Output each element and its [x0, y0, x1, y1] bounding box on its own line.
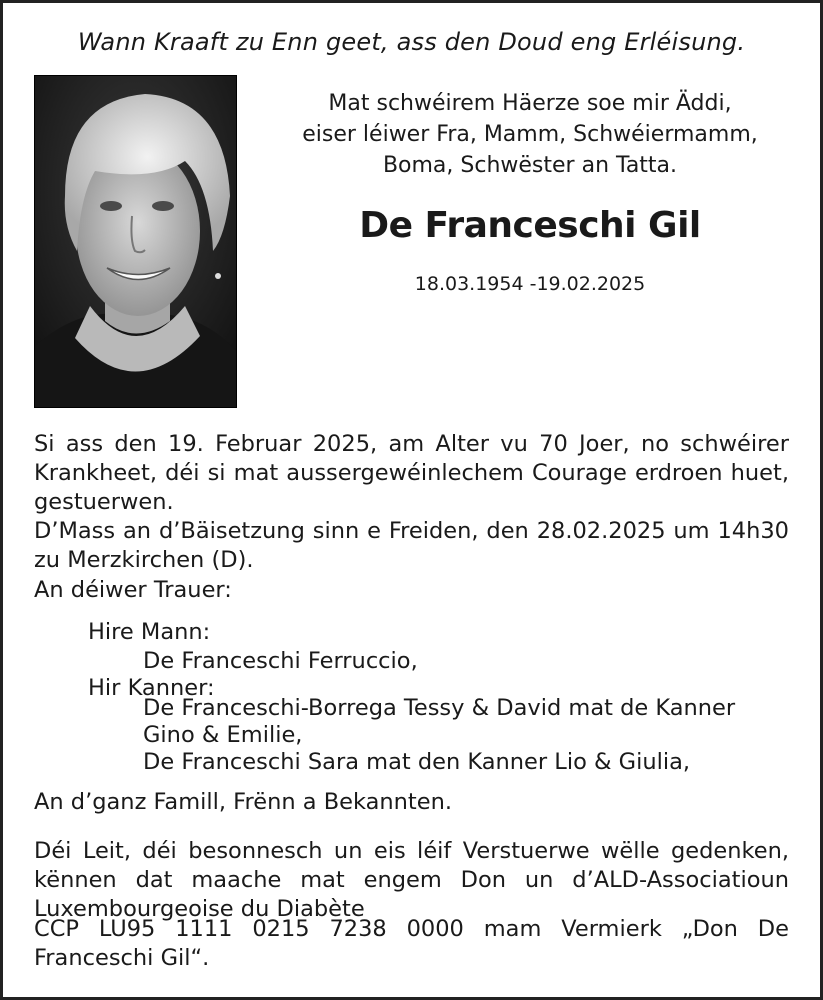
intro-line: Boma, Schwëster an Tatta.	[382, 153, 678, 178]
ccp-word: 0000	[406, 916, 464, 942]
portrait-photo	[34, 75, 237, 408]
ccp-word: mam	[483, 916, 542, 942]
child-family-1: De Franceschi-Borrega Tessy & David mat de Kanner	[143, 695, 736, 721]
ccp-word: „Don	[681, 916, 738, 942]
deceased-name: De Franceschi Gil	[359, 205, 701, 246]
death-announcement: Si ass den 19. Februar 2025, am Alter vu 70 Joer, no schwéirer Krankheet, déi si mat aussergewéinlechem Courage erdroen huet, gestuerwen.	[34, 431, 789, 515]
child-family-2: De Franceschi Sara mat den Kanner Lio & Giulia,	[143, 749, 691, 775]
closing-line: An d’ganz Famill, Frënn a Bekannten.	[34, 789, 452, 815]
ccp-word: 0215	[252, 916, 310, 942]
ccp-word: 7238	[329, 916, 387, 942]
donation-account	[34, 915, 789, 973]
ccp-word: CCP	[34, 916, 79, 942]
child-family-1-kids: Gino & Emilie,	[143, 722, 303, 748]
ccp-line-2: Franceschi Gil“.	[34, 945, 210, 971]
intro-line: Mat schwéirem Häerze soe mir Äddi,	[328, 91, 732, 116]
husband-label: Hire Mann:	[88, 619, 211, 645]
children-label: Hir Kanner:	[88, 675, 215, 701]
intro-line: eiser léiwer Fra, Mamm, Schwéiermamm,	[302, 122, 758, 147]
ccp-word: De	[757, 916, 789, 942]
ccp-word: LU95	[98, 916, 156, 942]
ccp-line	[34, 915, 789, 944]
motto: Wann Kraaft zu Enn geet, ass den Doud eng Erléisung.	[77, 28, 746, 56]
ccp-word: 1111	[175, 916, 233, 942]
donation-text: Déi Leit, déi besonnesch un eis léif Verstuerwe wëlle gedenken, kënnen dat maache mat engem Don un d’ALD-Associatioun Luxembourgeoise du Diabète	[34, 838, 789, 922]
funeral-info: D’Mass an d’Bäisetzung sinn e Freiden, den 28.02.2025 um 14h30 zu Merzkirchen (D).	[34, 518, 789, 573]
mourning-heading: An déiwer Trauer:	[34, 577, 232, 603]
life-dates: 18.03.1954 -19.02.2025	[414, 273, 646, 295]
portrait-photo-icon	[35, 76, 236, 407]
husband-name: De Franceschi Ferruccio,	[143, 648, 418, 674]
ccp-word: Vermierk	[561, 916, 662, 942]
intro-text	[265, 88, 795, 181]
